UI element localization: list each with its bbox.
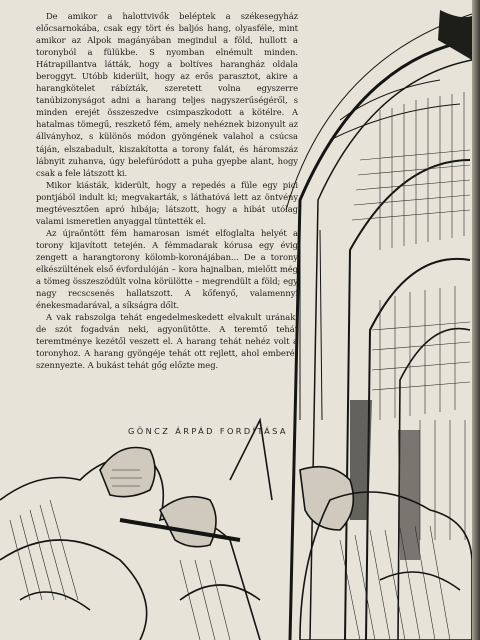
figure-hatching bbox=[10, 470, 450, 640]
story-text bbox=[36, 10, 298, 371]
paragraph: Az újraöntött fém hamarosan ismét elfoglalta helyét a torony kijavított tetején. A fémmadarak kórusa egy évig zengett a harangtorony kölomb-koronájában... De a torony elkészültének első évfordulóján – kora hajnalban, mielőtt még a tömeg összeszödült volna körülötte – megrendült a föld; egy nagy recscsenés hallatszott. A kőfenyő, valamennyi énekesmadarával, a síkságra dőlt. bbox=[36, 227, 298, 311]
page-edge-shadow bbox=[472, 0, 480, 640]
translator-credit: GÖNCZ ÁRPÁD FORDÍTÁSA bbox=[128, 426, 288, 436]
paragraph: Mikor kiásták, kiderült, hogy a repedés a füle egy pici pontjából indult ki; megvakarták, s láthatóvá lett az öntvény megtévesztően apró hibája; látszott, hogy a hibát utólag valami ismeretlen anyaggal tüntették el. bbox=[36, 179, 298, 226]
cathedral-arches bbox=[286, 14, 472, 640]
paragraph: A vak rabszolga tehát engedelmeskedett elvakult urának; de szót fogadván neki, agyonütötte. A teremtő tehát teremtménye kezétől veszett el. A harang tehát nehéz volt a toronyhoz. A harang gyöngéje tehát ott rejlett, ahol emberét szennyezte. A bukást tehát gőg előzte meg. bbox=[36, 312, 298, 371]
paragraph: De amikor a halottvivők beléptek a székesegyház előcsarnokába, csak egy tört és baljós hang, olyasféle, mint amikor az Alpok magányában megindul a föld, hullott a toronyból a fülükbe. S nyomban elnémult minden. Hátrapillantva látták, hogy a boltíves harangház oldala beroggyt. Utóbb kiderült, hogy az erős parasztot, akire a harangkötelet rábízták, szeretett volna egyszerre tanúbizonyságot adni a harang teljes nagyszerűségéről, s minden erejét összeszedve csimpaszkodott a kötélre. A hatalmas tömegű, reszkető fém, amely nehéznek bizonyult az állványhoz, s különös módon gyöngének valahol a csúcsa táján, elszabadult, kiszakította a torony falát, és háromszáz lábnyit zuhanva, úgy belefúródott a puha gyepbe alant, hogy csak a fele látszott ki. bbox=[36, 11, 298, 178]
